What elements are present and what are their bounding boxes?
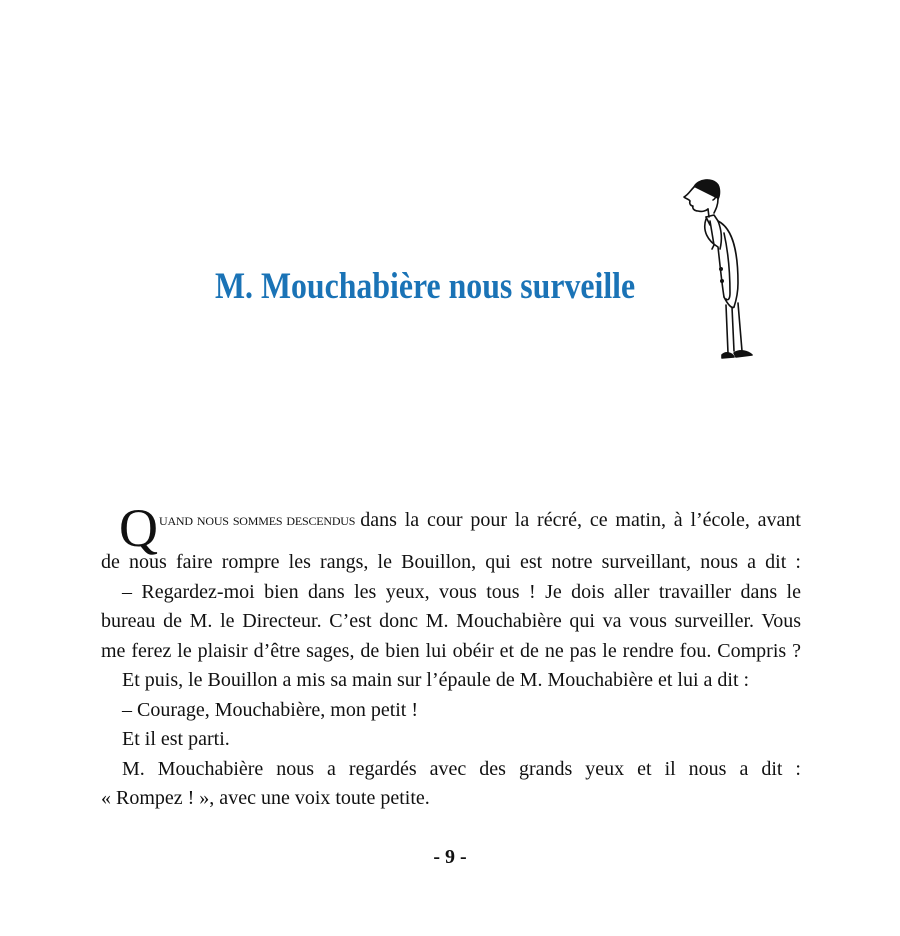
man-in-suit-illustration [676, 175, 766, 370]
first-paragraph-line [101, 498, 801, 558]
text-line: – Regardez-moi bien dans les yeux, vous tous ! Je dois aller travailler dans le [122, 580, 801, 603]
text-line: bureau de M. le Directeur. C’est donc M. Mouchabière qui va vous surveiller. Vous [101, 610, 801, 632]
text-line: me ferez le plaisir d’être sages, de bien lui obéir et de ne pas le rendre fou. Compris ? [101, 639, 801, 662]
chapter-body [101, 500, 801, 814]
text-line: M. Mouchabière nous a regardés avec des grands yeux et il nous a dit : [122, 757, 801, 780]
text-line: – Courage, Mouchabière, mon petit ! [122, 698, 419, 721]
text-line: Et il est parti. [122, 728, 230, 750]
drop-cap: Q [119, 498, 158, 558]
chapter-title: M. Mouchabière nous surveille [215, 266, 636, 307]
text-line: dans la cour pour la récré, ce matin, à l’école, avant [360, 509, 801, 531]
text-line: « Rompez ! », avec une voix toute petite. [101, 787, 430, 809]
opening-small-caps: uand nous sommes descendus [159, 510, 356, 529]
page-number: - 9 - [433, 846, 467, 868]
text-line: Et puis, le Bouillon a mis sa main sur l’épaule de M. Mouchabière et lui a dit : [122, 669, 750, 691]
text-line: de nous faire rompre les rangs, le Bouillon, qui est notre surveillant, nous a dit : [101, 551, 801, 573]
